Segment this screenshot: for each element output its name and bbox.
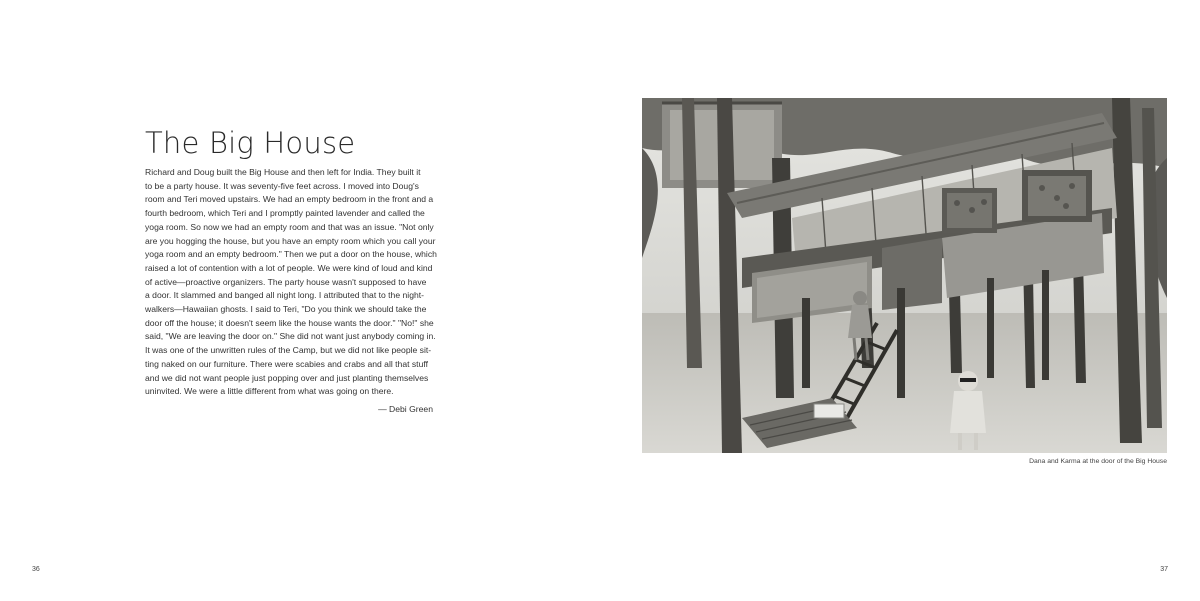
body-text	[145, 166, 445, 399]
body-line: door off the house; it doesn't seem like the house wants the door." "No!" she	[145, 317, 434, 328]
body-line: ting naked on our furniture. There were scabies and crabs and all that stuff	[145, 358, 428, 369]
body-line: uninvited. We were a little different from what was going on there.	[145, 386, 394, 397]
right-page	[600, 0, 1200, 601]
photo-caption: Dana and Karma at the door of the Big House	[1029, 458, 1167, 465]
photo-illustration	[642, 98, 1167, 453]
body-line: to be a party house. It was seventy-five feet across. I moved into Doug's	[145, 180, 419, 191]
page-number-right: 37	[1160, 566, 1168, 573]
attribution: — Debi Green	[378, 404, 433, 414]
body-line: raised a lot of contention with a lot of people. We were kind of loud and kind	[145, 262, 433, 273]
body-line: It was one of the unwritten rules of the Camp, but we did not like people sit-	[145, 345, 432, 356]
body-line: fourth bedroom, which Teri and I promptly painted lavender and called the	[145, 208, 425, 219]
page-number-left: 36	[32, 566, 40, 573]
body-line: are you hogging the house, but you have an empty room which you call your	[145, 235, 436, 246]
body-line: yoga room and an empty bedroom." Then we put a door on the house, which	[145, 249, 437, 260]
body-line: walkers—Hawaiian ghosts. I said to Teri, "Do you think we should take the	[145, 304, 427, 315]
body-line: and we did not want people just popping over and just planting themselves	[145, 372, 429, 383]
body-line: room and Teri moved upstairs. We had an empty bedroom in the front and a	[145, 194, 434, 205]
body-line: of active—proactive organizers. The party house wasn't supposed to have	[145, 276, 427, 287]
page-title: The Big House	[145, 126, 356, 160]
body-line: said, "We are leaving the door on." She did not want just anybody coming in.	[145, 331, 436, 342]
treehouse-photo	[642, 98, 1167, 453]
body-line: Richard and Doug built the Big House and then left for India. They built it	[145, 167, 421, 177]
body-line: yoga room. So now we had an empty room and that was an issue. "Not only	[145, 221, 434, 232]
body-line: a door. It slammed and banged all night long. I attributed that to the night-	[145, 290, 425, 301]
